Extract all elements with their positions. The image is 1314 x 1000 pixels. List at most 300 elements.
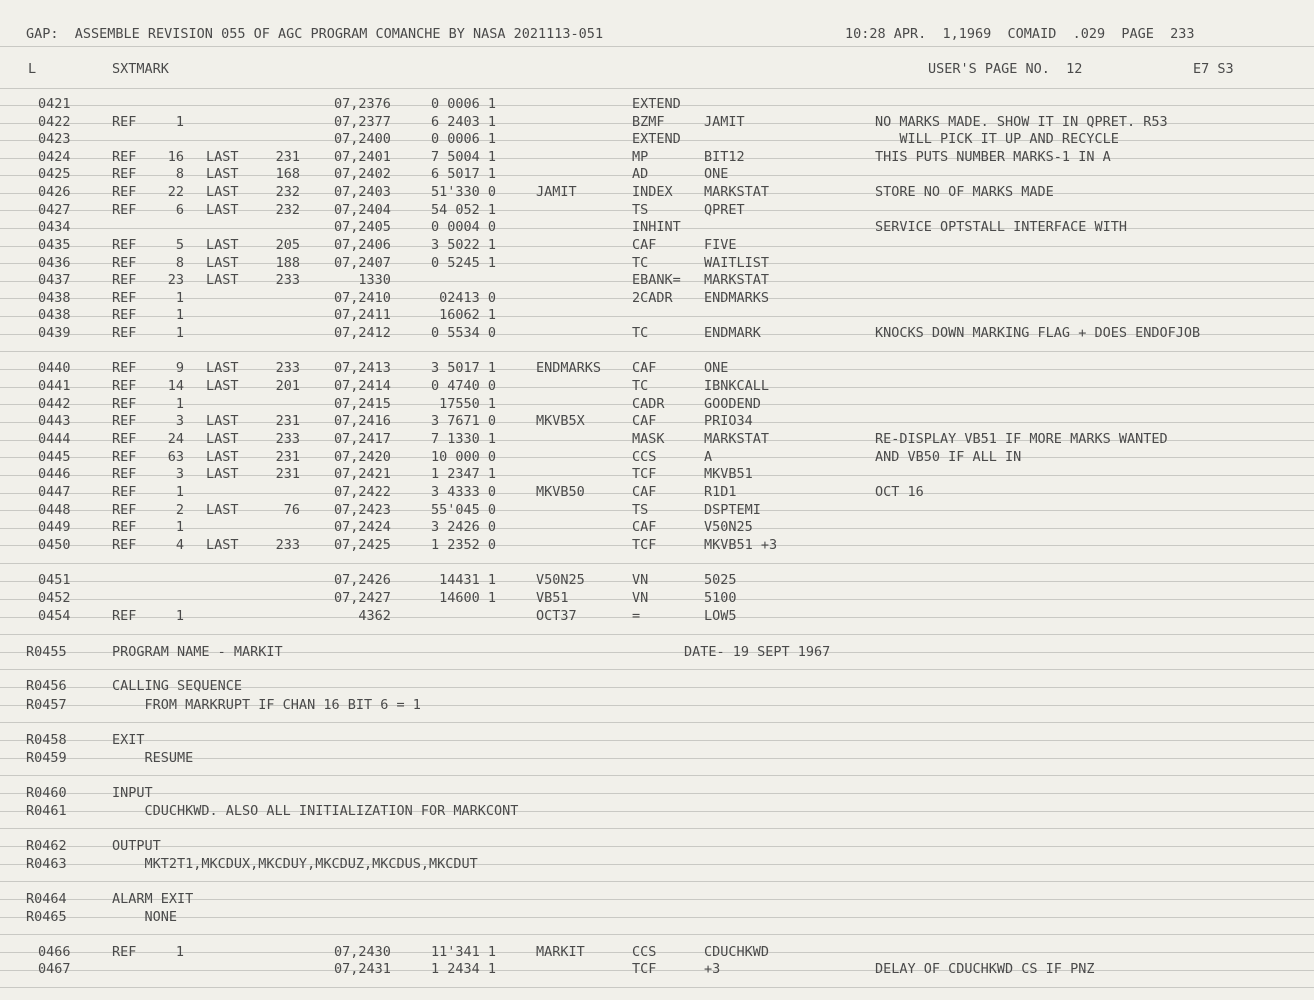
operand: ENDMARK [704,325,761,341]
code-line [0,961,1314,978]
last-keyword: LAST [206,184,239,200]
ref-count: 4 [175,537,184,553]
ref-count: 1 [175,114,184,130]
code-line [0,96,1314,113]
sequence-number: 0444 [38,431,71,447]
address: 07,2416 [334,413,391,429]
sequence-number: 0422 [38,114,71,130]
octal-word: 6 2403 1 [431,114,497,130]
octal-word: 3 2426 0 [431,519,497,535]
remark-sequence: R0459 [26,750,67,766]
sequence-number: 0424 [38,149,71,165]
last-keyword: LAST [206,449,239,465]
code-line [0,378,1314,395]
code-line [0,944,1314,961]
code-line [0,114,1314,131]
sequence-number: 0434 [38,219,71,235]
label: MARKIT [536,944,585,960]
address: 07,2426 [334,572,391,588]
ref-keyword: REF [112,325,137,341]
remark-text: NONE [112,909,178,925]
ref-count: 63 [167,449,184,465]
last-keyword: LAST [206,166,239,182]
remark-sequence: R0462 [26,838,67,854]
remark-sequence: R0461 [26,803,67,819]
code-line [0,572,1314,589]
sequence-number: 0448 [38,502,71,518]
code-line [0,237,1314,254]
routine-name: SXTMARK [112,61,169,77]
ref-keyword: REF [112,502,137,518]
operand: PRIO34 [704,413,753,429]
octal-word: 55'045 0 [431,502,497,518]
ref-keyword: REF [112,184,137,200]
ref-count: 2 [175,502,184,518]
last-page: 76 [283,502,300,518]
label: VB51 [536,590,569,606]
ref-keyword: REF [112,519,137,535]
divider [0,775,1314,776]
sequence-number: 0442 [38,396,71,412]
sequence-number: 0427 [38,202,71,218]
address: 07,2411 [334,307,391,323]
octal-word: 51'330 0 [431,184,497,200]
address: 07,2413 [334,360,391,376]
remark-sequence: R0460 [26,785,67,801]
operand: ONE [704,166,729,182]
operand: DSPTEMI [704,502,761,518]
remark-line [0,803,1314,820]
opcode: TCF [632,537,657,553]
ref-keyword: REF [112,449,137,465]
ref-count: 1 [175,608,184,624]
ref-keyword: REF [112,484,137,500]
octal-word: 1 2347 1 [431,466,497,482]
ref-count: 5 [175,237,184,253]
last-page: 231 [275,466,300,482]
operand: MARKSTAT [704,272,770,288]
opcode: CCS [632,944,657,960]
code-line [0,590,1314,607]
octal-word: 1 2352 0 [431,537,497,553]
address: 07,2427 [334,590,391,606]
octal-word: 16062 1 [431,307,497,323]
last-page: 205 [275,237,300,253]
opcode: TCF [632,466,657,482]
code-line [0,360,1314,377]
sequence-number: 0454 [38,608,71,624]
ref-count: 16 [167,149,184,165]
address: 07,2420 [334,449,391,465]
remark-text: FROM MARKRUPT IF CHAN 16 BIT 6 = 1 [112,697,421,713]
octal-word: 0 0006 1 [431,131,497,147]
operand: IBNKCALL [704,378,770,394]
last-keyword: LAST [206,202,239,218]
address: 07,2421 [334,466,391,482]
remark-line [0,891,1314,908]
ref-keyword: REF [112,413,137,429]
opcode: CAF [632,413,657,429]
opcode: TCF [632,961,657,977]
remark-line [0,838,1314,855]
divider [0,722,1314,723]
code-line [0,466,1314,483]
operand: 5100 [704,590,737,606]
remark-line [0,678,1314,695]
ref-keyword: REF [112,431,137,447]
operand: MKVB51 [704,466,753,482]
sequence-number: 0452 [38,590,71,606]
remark-date: DATE- 19 SEPT 1967 [684,644,831,660]
ref-count: 3 [175,413,184,429]
ref-keyword: REF [112,114,137,130]
operand: R1D1 [704,484,737,500]
address: 07,2400 [334,131,391,147]
operand: BIT12 [704,149,745,165]
code-line [0,519,1314,536]
comment: DELAY OF CDUCHKWD CS IF PNZ [875,961,1095,977]
address: 07,2422 [334,484,391,500]
code-line [0,484,1314,501]
divider [0,828,1314,829]
last-page: 168 [275,166,300,182]
ref-count: 1 [175,484,184,500]
address: 07,2377 [334,114,391,130]
octal-word: 3 7671 0 [431,413,497,429]
last-page: 232 [275,184,300,200]
sequence-number: 0438 [38,307,71,323]
address: 07,2404 [334,202,391,218]
last-page: 201 [275,378,300,394]
ref-count: 9 [175,360,184,376]
last-page: 231 [275,449,300,465]
listing-subheader [0,61,1314,78]
last-page: 231 [275,413,300,429]
last-keyword: LAST [206,360,239,376]
octal-word: 3 4333 0 [431,484,497,500]
comment: WILL PICK IT UP AND RECYCLE [875,131,1119,147]
label: MKVB50 [536,484,585,500]
octal-word: 14431 1 [431,572,497,588]
ref-keyword: REF [112,255,137,271]
divider [0,987,1314,988]
octal-word: 3 5022 1 [431,237,497,253]
ref-keyword: REF [112,360,137,376]
last-keyword: LAST [206,413,239,429]
address: 07,2407 [334,255,391,271]
opcode: TC [632,378,649,394]
address: 07,2417 [334,431,391,447]
marker: L [28,61,37,77]
divider [0,351,1314,352]
ref-keyword: REF [112,466,137,482]
remark-sequence: R0463 [26,856,67,872]
opcode: TC [632,255,649,271]
remark-text: OUTPUT [112,838,161,854]
remark-line [0,644,1314,661]
comment: RE-DISPLAY VB51 IF MORE MARKS WANTED [875,431,1168,447]
opcode: CAF [632,519,657,535]
last-keyword: LAST [206,431,239,447]
sequence-number: 0449 [38,519,71,535]
remark-text: CALLING SEQUENCE [112,678,243,694]
code-line [0,537,1314,554]
address: 07,2405 [334,219,391,235]
ref-count: 24 [167,431,184,447]
sequence-number: 0440 [38,360,71,376]
sequence-number: 0451 [38,572,71,588]
octal-word: 14600 1 [431,590,497,606]
sequence-number: 0425 [38,166,71,182]
ref-keyword: REF [112,166,137,182]
comment: SERVICE OPTSTALL INTERFACE WITH [875,219,1127,235]
sequence-number: 0443 [38,413,71,429]
label: MKVB5X [536,413,585,429]
divider [0,88,1314,89]
remark-line [0,750,1314,767]
operand: ONE [704,360,729,376]
opcode: CAF [632,484,657,500]
opcode: VN [632,590,649,606]
operand: V50N25 [704,519,753,535]
code-line [0,290,1314,307]
last-page: 188 [275,255,300,271]
header-title: GAP: ASSEMBLE REVISION 055 OF AGC PROGRAM COMANCHE BY NASA 2021113-051 [26,26,604,42]
sequence-number: 0435 [38,237,71,253]
code-line [0,325,1314,342]
comment: OCT 16 [875,484,924,500]
last-keyword: LAST [206,272,239,288]
code-line [0,272,1314,289]
ref-count: 1 [175,396,184,412]
operand: QPRET [704,202,745,218]
code-line [0,502,1314,519]
opcode: TS [632,502,649,518]
ref-keyword: REF [112,378,137,394]
ref-count: 8 [175,255,184,271]
remark-text: ALARM EXIT [112,891,194,907]
remark-sequence: R0464 [26,891,67,907]
remark-line [0,909,1314,926]
address: 07,2412 [334,325,391,341]
address: 07,2403 [334,184,391,200]
opcode: EXTEND [632,131,681,147]
comment: AND VB50 IF ALL IN [875,449,1022,465]
last-keyword: LAST [206,378,239,394]
address: 07,2425 [334,537,391,553]
ref-count: 6 [175,202,184,218]
code-line [0,396,1314,413]
address: 07,2410 [334,290,391,306]
last-keyword: LAST [206,466,239,482]
operand: MARKSTAT [704,184,770,200]
address: 07,2423 [334,502,391,518]
sequence-number: 0446 [38,466,71,482]
opcode: INDEX [632,184,673,200]
divider [0,881,1314,882]
octal-word: 0 5534 0 [431,325,497,341]
code-line [0,608,1314,625]
opcode: = [632,608,641,624]
code-line [0,149,1314,166]
sequence-number: 0441 [38,378,71,394]
sequence-number: 0426 [38,184,71,200]
code-line [0,202,1314,219]
ref-keyword: REF [112,237,137,253]
divider [0,934,1314,935]
operand: 5025 [704,572,737,588]
opcode: EBANK= [632,272,681,288]
opcode: TS [632,202,649,218]
sequence-number: 0450 [38,537,71,553]
ref-keyword: REF [112,608,137,624]
code-line [0,449,1314,466]
divider [0,634,1314,635]
sequence-number: 0423 [38,131,71,147]
ref-count: 8 [175,166,184,182]
opcode: EXTEND [632,96,681,112]
address: 07,2376 [334,96,391,112]
sequence-number: 0466 [38,944,71,960]
opcode: MASK [632,431,665,447]
ref-keyword: REF [112,307,137,323]
users-page-number: USER'S PAGE NO. 12 [928,61,1083,77]
address: 07,2406 [334,237,391,253]
ref-count: 22 [167,184,184,200]
last-keyword: LAST [206,537,239,553]
operand: GOODEND [704,396,761,412]
opcode: CCS [632,449,657,465]
comment: NO MARKS MADE. SHOW IT IN QPRET. R53 [875,114,1168,130]
ref-keyword: REF [112,202,137,218]
remark-sequence: R0465 [26,909,67,925]
sequence-number: 0439 [38,325,71,341]
address: 07,2424 [334,519,391,535]
last-page: 233 [275,272,300,288]
code-line [0,255,1314,272]
address: 07,2415 [334,396,391,412]
last-keyword: LAST [206,149,239,165]
remark-sequence: R0457 [26,697,67,713]
operand: MKVB51 +3 [704,537,778,553]
sequence-number: 0445 [38,449,71,465]
octal-word: 0 0004 0 [431,219,497,235]
label: JAMIT [536,184,577,200]
label: ENDMARKS [536,360,602,376]
sequence-number: 0467 [38,961,71,977]
octal-word: 02413 0 [431,290,497,306]
octal-word: 0 4740 0 [431,378,497,394]
remark-text: MKT2T1,MKCDUX,MKCDUY,MKCDUZ,MKCDUS,MKCDUT [112,856,478,872]
ref-keyword: REF [112,149,137,165]
listing-header [0,26,1314,43]
operand: JAMIT [704,114,745,130]
octal-word: 0 0006 1 [431,96,497,112]
divider [0,563,1314,564]
last-keyword: LAST [206,237,239,253]
address: 07,2401 [334,149,391,165]
label: V50N25 [536,572,585,588]
last-page: 233 [275,431,300,447]
remark-sequence: R0458 [26,732,67,748]
last-page: 232 [275,202,300,218]
opcode: 2CADR [632,290,673,306]
remark-line [0,697,1314,714]
opcode: BZMF [632,114,665,130]
operand: LOW5 [704,608,737,624]
section-code: E7 S3 [1193,61,1234,77]
ref-count: 1 [175,325,184,341]
code-line [0,219,1314,236]
octal-word: 17550 1 [431,396,497,412]
opcode: INHINT [632,219,681,235]
divider [0,669,1314,670]
operand: MARKSTAT [704,431,770,447]
header-date-page: 10:28 APR. 1,1969 COMAID .029 PAGE 233 [845,26,1195,42]
last-page: 233 [275,360,300,376]
remark-text: RESUME [112,750,194,766]
code-line [0,431,1314,448]
ref-count: 1 [175,944,184,960]
ref-keyword: REF [112,272,137,288]
last-page: 233 [275,537,300,553]
address: 4362 [334,608,391,624]
opcode: MP [632,149,649,165]
ref-keyword: REF [112,290,137,306]
operand: ENDMARKS [704,290,770,306]
sequence-number: 0436 [38,255,71,271]
opcode: CAF [632,237,657,253]
ref-count: 23 [167,272,184,288]
last-keyword: LAST [206,255,239,271]
address: 1330 [334,272,391,288]
code-line [0,166,1314,183]
operand: CDUCHKWD [704,944,770,960]
octal-word: 7 1330 1 [431,431,497,447]
ref-count: 14 [167,378,184,394]
octal-word: 11'341 1 [431,944,497,960]
ref-count: 1 [175,307,184,323]
address: 07,2414 [334,378,391,394]
remark-sequence: R0455 [26,644,67,660]
opcode: CAF [632,360,657,376]
comment: THIS PUTS NUMBER MARKS-1 IN A [875,149,1111,165]
remark-text: CDUCHKWD. ALSO ALL INITIALIZATION FOR MARKCONT [112,803,519,819]
ref-count: 1 [175,290,184,306]
code-line [0,307,1314,324]
octal-word: 7 5004 1 [431,149,497,165]
address: 07,2402 [334,166,391,182]
last-page: 231 [275,149,300,165]
address: 07,2430 [334,944,391,960]
operand: +3 [704,961,721,977]
last-keyword: LAST [206,502,239,518]
code-line [0,131,1314,148]
comment: STORE NO OF MARKS MADE [875,184,1054,200]
remark-sequence: R0456 [26,678,67,694]
opcode: TC [632,325,649,341]
opcode: AD [632,166,649,182]
remark-text: EXIT [112,732,145,748]
sequence-number: 0421 [38,96,71,112]
code-line [0,413,1314,430]
address: 07,2431 [334,961,391,977]
remark-line [0,785,1314,802]
octal-word: 54 052 1 [431,202,497,218]
operand: A [704,449,713,465]
code-line [0,184,1314,201]
octal-word: 0 5245 1 [431,255,497,271]
